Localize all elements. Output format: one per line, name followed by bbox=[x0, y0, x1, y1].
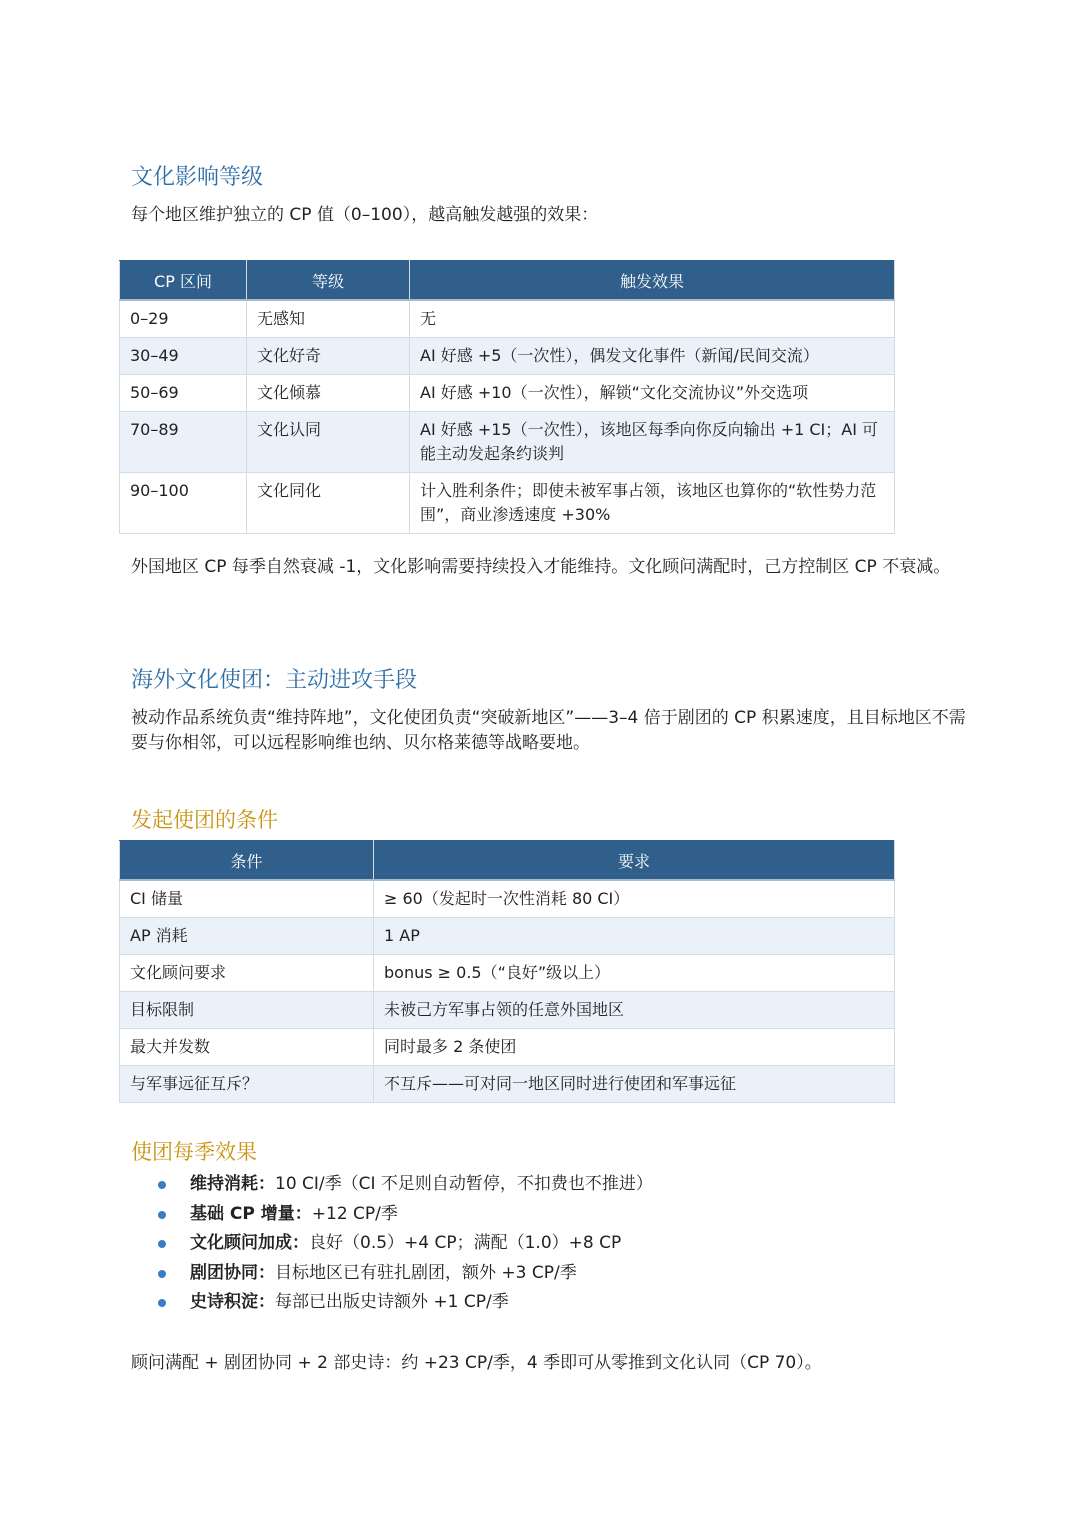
table-cell: 无感知 bbox=[247, 300, 410, 338]
table-cell: bonus ≥ 0.5（“良好”级以上） bbox=[374, 955, 895, 992]
list-item-text: +12 CP/季 bbox=[311, 1203, 398, 1224]
list-item-label: 基础 CP 增量： bbox=[190, 1203, 312, 1224]
list-item-text: 目标地区已有驻扎剧团，额外 +3 CP/季 bbox=[275, 1262, 577, 1283]
table-cell: 计入胜利条件；即使未被军事占领，该地区也算你的“软性势力范围”，商业渗透速度 +30% bbox=[410, 473, 895, 534]
cp-level-table bbox=[119, 260, 895, 534]
table-cell: 1 AP bbox=[374, 918, 895, 955]
list-item-text: 良好（0.5）+4 CP；满配（1.0）+8 CP bbox=[309, 1233, 622, 1253]
table-cell: 最大并发数 bbox=[120, 1029, 374, 1066]
section-title-mission-effects: 使团每季效果 bbox=[131, 1140, 257, 1164]
table-row bbox=[120, 300, 895, 338]
decay-note: 外国地区 CP 每季自然衰减 -1，文化影响需要持续投入才能维持。文化顾问满配时，己方控制区 CP 不衰减。 bbox=[131, 557, 951, 577]
table-cell: 文化顾问要求 bbox=[120, 955, 374, 992]
table-cell: AI 好感 +10（一次性），解锁“文化交流协议”外交选项 bbox=[410, 375, 895, 412]
list-item-label: 维持消耗： bbox=[190, 1174, 275, 1194]
table-cell: 文化认同 bbox=[247, 412, 410, 473]
mission-intro: 被动作品系统负责“维持阵地”，文化使团负责“突破新地区”——3–4 倍于剧团的 CP 积累速度，且目标地区不需要与你相邻，可以远程影响维也纳、贝尔格莱德等战略要地。 bbox=[131, 708, 966, 753]
table-header-cell: 条件 bbox=[120, 841, 374, 881]
table-cell: 未被己方军事占领的任意外国地区 bbox=[374, 992, 895, 1029]
table-header-cell: CP 区间 bbox=[120, 261, 247, 301]
table-cell: AI 好感 +5（一次性），偶发文化事件（新闻/民间交流） bbox=[410, 338, 895, 375]
table-cell: 50–69 bbox=[120, 375, 247, 412]
list-item bbox=[131, 1200, 653, 1230]
list-item-label: 史诗积淀： bbox=[190, 1292, 275, 1312]
section-title-cultural-mission: 海外文化使团：主动进攻手段 bbox=[131, 668, 418, 693]
table-cell: 0–29 bbox=[120, 300, 247, 338]
bullet-icon bbox=[158, 1181, 166, 1189]
table-row bbox=[120, 338, 895, 375]
mission-effects-list bbox=[131, 1170, 653, 1318]
list-item bbox=[131, 1288, 653, 1318]
table-header-row bbox=[120, 261, 895, 301]
table-row bbox=[120, 955, 895, 992]
table-cell: 30–49 bbox=[120, 338, 247, 375]
table-row bbox=[120, 473, 895, 534]
table-cell: 无 bbox=[410, 300, 895, 338]
table-cell: AI 好感 +15（一次性），该地区每季向你反向输出 +1 CI；AI 可能主动发起条约谈判 bbox=[410, 412, 895, 473]
bullet-icon bbox=[158, 1211, 166, 1219]
table-cell: 文化倾慕 bbox=[247, 375, 410, 412]
bullet-icon bbox=[158, 1299, 166, 1307]
table-header-cell: 等级 bbox=[247, 261, 410, 301]
list-item bbox=[131, 1229, 653, 1259]
table-row bbox=[120, 880, 895, 918]
list-item-text: 每部已出版史诗额外 +1 CP/季 bbox=[275, 1292, 509, 1312]
table-cell: ≥ 60（发起时一次性消耗 80 CI） bbox=[374, 880, 895, 918]
table-cell: 90–100 bbox=[120, 473, 247, 534]
table-header-row bbox=[120, 841, 895, 881]
list-item-label: 文化顾问加成： bbox=[190, 1233, 309, 1253]
table-cell: 与军事远征互斥？ bbox=[120, 1066, 374, 1103]
list-item-label: 剧团协同： bbox=[190, 1262, 275, 1283]
table-row bbox=[120, 918, 895, 955]
table-cell: 目标限制 bbox=[120, 992, 374, 1029]
table-cell: 文化好奇 bbox=[247, 338, 410, 375]
table-cell: 70–89 bbox=[120, 412, 247, 473]
table-row bbox=[120, 1066, 895, 1103]
bullet-icon bbox=[158, 1270, 166, 1278]
table-row bbox=[120, 1029, 895, 1066]
table-cell: 不互斥——可对同一地区同时进行使团和军事远征 bbox=[374, 1066, 895, 1103]
summary-text: 顾问满配 + 剧团协同 + 2 部史诗：约 +23 CP/季，4 季即可从零推到文化认同（CP 70）。 bbox=[131, 1353, 822, 1373]
table-header-cell: 触发效果 bbox=[410, 261, 895, 301]
table-cell: 文化同化 bbox=[247, 473, 410, 534]
table-header-cell: 要求 bbox=[374, 841, 895, 881]
table-cell: 同时最多 2 条使团 bbox=[374, 1029, 895, 1066]
bullet-icon bbox=[158, 1240, 166, 1248]
table-cell: AP 消耗 bbox=[120, 918, 374, 955]
intro-text: 每个地区维护独立的 CP 值（0–100），越高触发越强的效果： bbox=[131, 205, 599, 225]
table-row bbox=[120, 375, 895, 412]
table-cell: CI 储量 bbox=[120, 880, 374, 918]
mission-conditions-table bbox=[119, 840, 895, 1103]
list-item bbox=[131, 1259, 653, 1289]
table-row bbox=[120, 992, 895, 1029]
list-item-text: 10 CI/季（CI 不足则自动暂停，不扣费也不推进） bbox=[275, 1174, 653, 1194]
table-row bbox=[120, 412, 895, 473]
section-title-mission-conditions: 发起使团的条件 bbox=[131, 808, 278, 832]
section-title-cultural-influence: 文化影响等级 bbox=[131, 165, 264, 190]
list-item bbox=[131, 1170, 653, 1200]
